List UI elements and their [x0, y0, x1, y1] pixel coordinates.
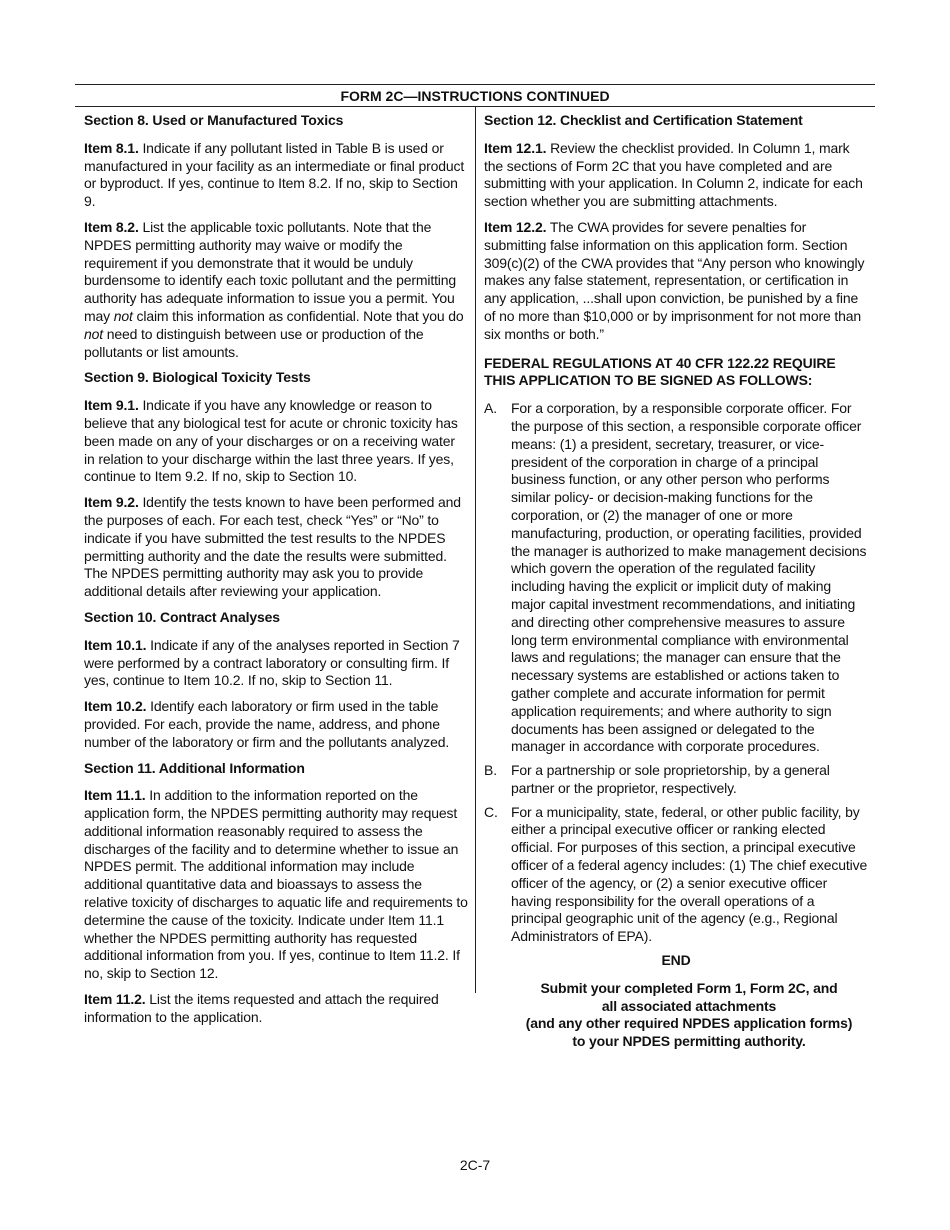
- list-text: For a corporation, by a responsible corporate officer. For the purpose of this section, a responsible corporate officer means: (1) a president, secretary, treasurer, or vice-president of the corporation in charge of a principal business function, or any other person who performs similar policy- or decision-making functions for the corporation, or (2) the manager of one or more manufacturing, production, or operating facilities, provided the manager is authorized to make management decisions which govern the operation of the regulated facility including having the explicit or implicit duty of making major capital investment recommendations, and initiating and directing other comprehensive measures to assure long term environmental compliance with environmental laws and regulations; the manager can ensure that the necessary systems are established or actions taken to gather complete and accurate information for permit application requirements; and where authority to sign documents has been assigned or delegated to the manager in accordance with corporate procedures.: [511, 400, 867, 755]
- item-text: Review the checklist provided. In Column 1, mark the sections of Form 2C that you have completed and are submitting with your application. In Column 2, indicate for each section whether you are submitting attachments.: [484, 139, 863, 210]
- item-text: In addition to the information reported on the application form, the NPDES permitting authority may request additional information reasonably required to assess the discharges of the facility and to determine whether to issue an NPDES permit. The additional information may include additional quantitative data and bioassays to assess the relative toxicity of discharges to aquatic life and requirements to determine the cause of the toxicity. Indicate under Item 11.1 whether the NPDES permitting authority has requested additional information from you. If yes, continue to Item 11.2. If no, skip to Section 12.: [84, 787, 468, 982]
- federal-regulations-heading: FEDERAL REGULATIONS AT 40 CFR 122.22 REQUIRE THIS APPLICATION TO BE SIGNED AS FOLLOWS:: [484, 354, 836, 389]
- item-text: Indicate if any of the analyses reported in Section 7 were performed by a contract laboratory or consulting firm. If yes, continue to Item 10.2. If no, skip to Section 11.: [84, 636, 460, 689]
- list-letter: B.: [484, 762, 497, 779]
- item-label: Item 9.2.: [84, 494, 139, 511]
- section-12-title: Section 12. Checklist and Certification Statement: [484, 112, 803, 128]
- item-text: Indicate if any pollutant listed in Table B is used or manufactured in your facility as an intermediate or final product or byproduct. If yes, continue to Item 8.2. If no, skip to Section 9.: [84, 139, 465, 210]
- signatory-item-c: [484, 804, 868, 946]
- item-label: Item 8.1.: [84, 139, 139, 156]
- item-12-1: [484, 140, 868, 211]
- end-marker: END: [661, 952, 691, 969]
- submit-line: to your NPDES permitting authority.: [572, 1033, 806, 1050]
- item-label: Item 12.2.: [484, 218, 547, 235]
- signatory-item-b: [484, 762, 868, 798]
- item-text: List the applicable toxic pollutants. Note that the NPDES permitting authority may waive or modify the requirement if you demonstrate that it would be unduly burdensome to identify each toxic pollutant and the permitting authority has adequate information to issue you a permit. You may: [84, 218, 457, 324]
- column-divider: [475, 106, 476, 993]
- item-label: Item 12.1.: [484, 139, 547, 156]
- item-12-2: [484, 219, 868, 344]
- item-label: Item 10.1.: [84, 636, 147, 653]
- item-9-1: [84, 397, 468, 486]
- form-header: FORM 2C—INSTRUCTIONS CONTINUED: [75, 84, 875, 107]
- list-letter: C.: [484, 803, 498, 820]
- list-text: For a municipality, state, federal, or other public facility, by either a principal executive officer or ranking elected official. For purposes of this section, a principal executive officer of a federal agency includes: (1) The chief executive officer of the agency, or (2) a senior executive officer having responsibility for the overall operations of a principal geographic unit of the agency (e.g., Regional Administrators of EPA).: [511, 803, 868, 945]
- submit-line: all associated attachments: [601, 997, 777, 1014]
- item-text: List the items requested and attach the required information to the application.: [84, 991, 439, 1025]
- section-10-title: Section 10. Contract Analyses: [84, 608, 280, 625]
- submit-line: Submit your completed Form 1, Form 2C, and: [540, 979, 838, 996]
- item-9-2: [84, 494, 468, 601]
- item-text: claim this information as confidential. Note that you do: [136, 307, 464, 324]
- page-number: 2C-7: [459, 1157, 491, 1173]
- section-9-title: Section 9. Biological Toxicity Tests: [84, 369, 311, 386]
- item-text: Identify each laboratory or firm used in the table provided. For each, provide the name, address, and phone number of the laboratory or firm and the pollutants analyzed.: [84, 698, 450, 750]
- item-10-1: [84, 637, 468, 690]
- signatory-item-a: [484, 400, 868, 756]
- item-label: Item 10.2.: [84, 698, 147, 715]
- item-label: Item 11.1.: [84, 787, 146, 804]
- item-label: Item 9.1.: [84, 397, 139, 414]
- section-11-title: Section 11. Additional Information: [84, 759, 305, 776]
- item-label: Item 11.2.: [84, 991, 146, 1008]
- submit-line: (and any other required NPDES application forms): [525, 1015, 853, 1032]
- item-10-2: [84, 698, 468, 751]
- left-column: [84, 112, 468, 1035]
- item-text: Indicate if you have any knowledge or reason to believe that any biological test for acute or chronic toxicity has been made on any of your discharges or on a receiving water in relation to your discharge within the last three years. If yes, continue to Item 9.2. If no, skip to Section 10.: [84, 397, 458, 485]
- section-8-title: Section 8. Used or Manufactured Toxics: [84, 112, 344, 128]
- item-text: The CWA provides for severe penalties for submitting false information on this application form. Section 309(c)(2) of the CWA provides that “Any person who knowingly makes any false statement, representation, or certification in any application, ...shall upon conviction, be punished by a fine of no more than $10,000 or by imprisonment for not more than six months or both.”: [484, 218, 865, 342]
- item-text: Identify the tests known to have been performed and the purposes of each. For each test, check “Yes” or “No” to indicate if you have submitted the test results to the NPDES permitting authority and the date the results were submitted. The NPDES permitting authority may ask you to provide additional details after reviewing your application.: [84, 494, 461, 600]
- submit-instructions: [510, 980, 868, 1051]
- item-label: Item 8.2.: [84, 218, 139, 235]
- item-text: need to distinguish between use or production of the pollutants or list amounts.: [84, 325, 424, 360]
- item-11-1: [84, 787, 468, 983]
- item-8-1: [84, 140, 468, 211]
- list-letter: A.: [484, 400, 497, 417]
- emphasis-text: not: [84, 325, 104, 342]
- emphasis-text: not: [113, 307, 133, 324]
- item-8-2: [84, 219, 468, 361]
- right-column: [484, 112, 868, 1051]
- list-text: For a partnership or sole proprietorship, by a general partner or the proprietor, respectively.: [511, 762, 830, 796]
- item-11-2: [84, 991, 468, 1027]
